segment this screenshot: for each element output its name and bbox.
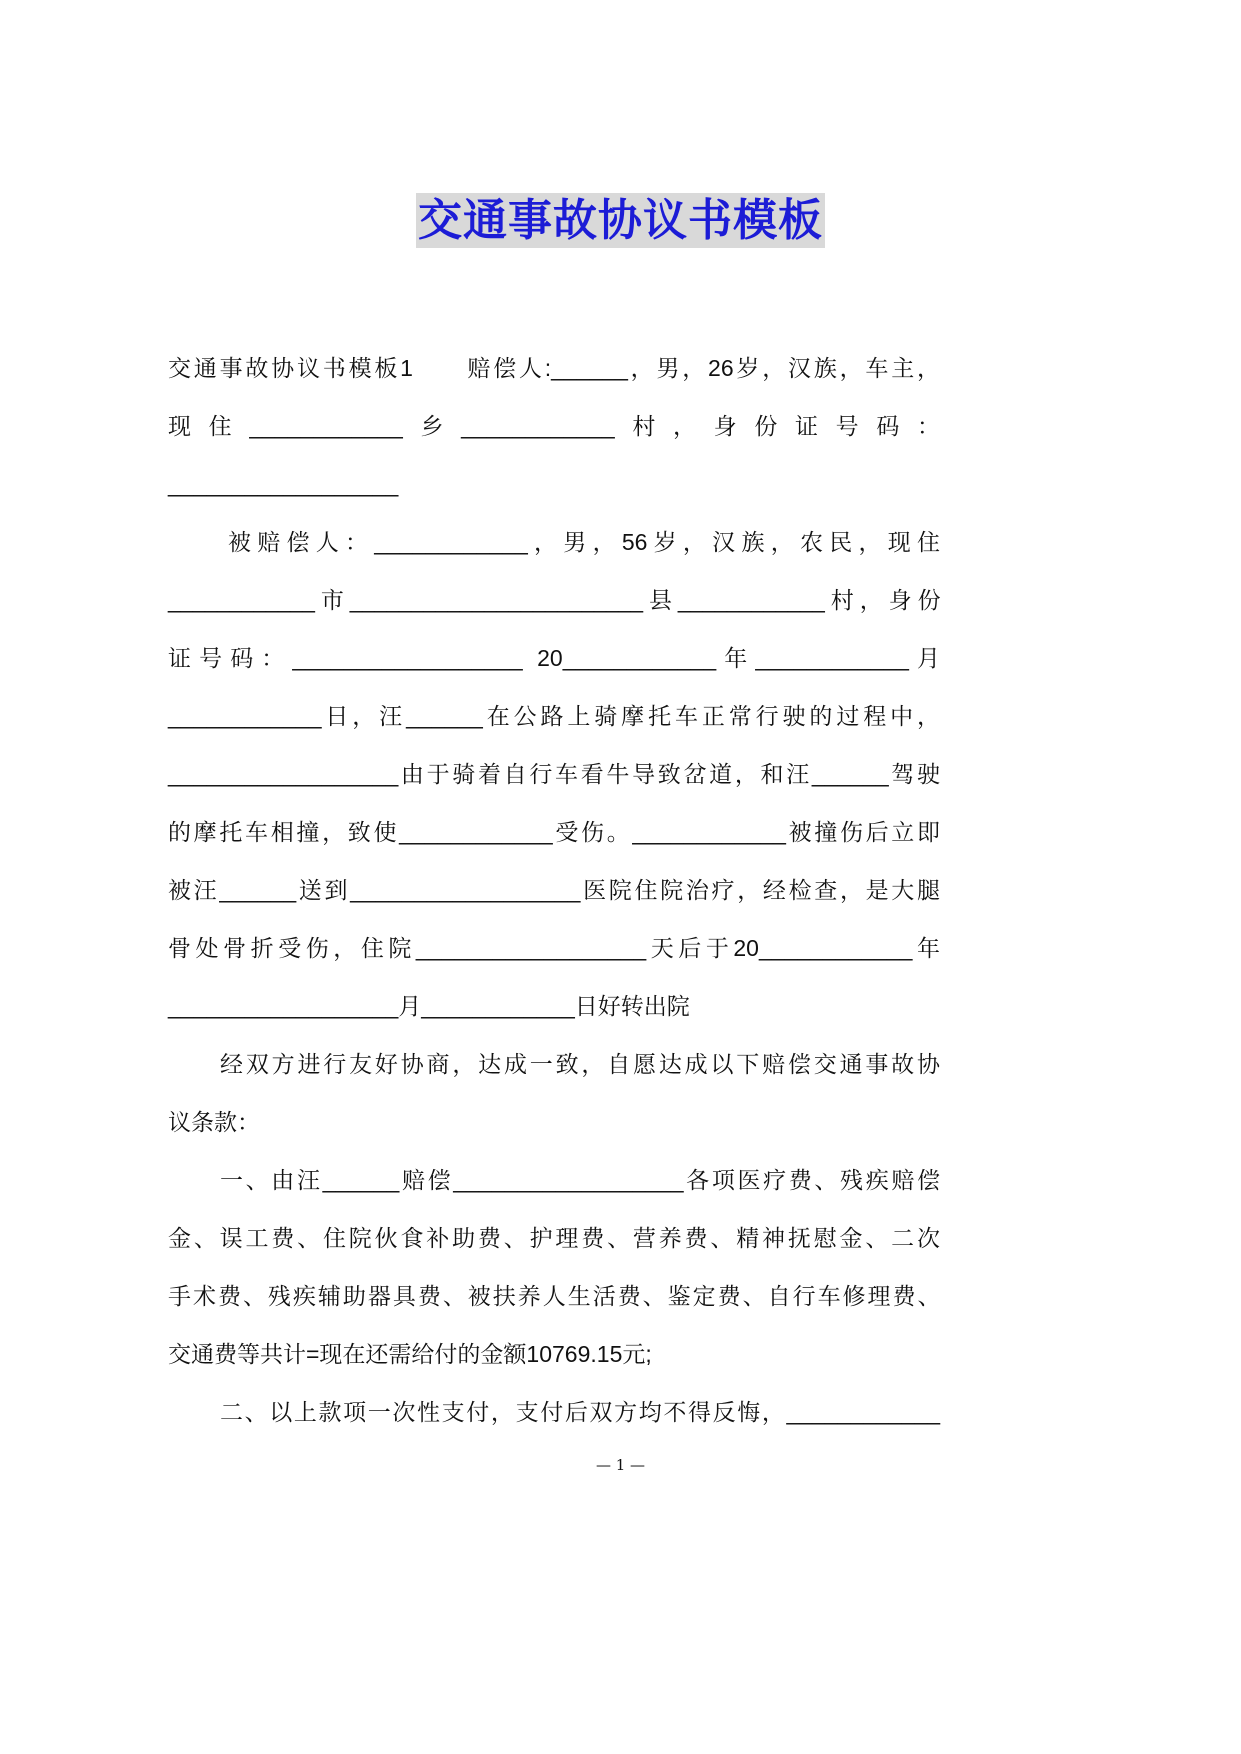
text-line: 被汪______送到__________________医院住院治疗，经检查，是大腿 (168, 877, 940, 903)
text-line: ____________日，汪______在公路上骑摩托车正常行驶的过程中， (168, 703, 940, 729)
text-line: __________________月____________日好转出院 (168, 993, 690, 1019)
text-line: 一、由汪______赔偿__________________各项医疗费、残疾赔偿 (220, 1167, 940, 1193)
text-line: 金、误工费、住院伙食补助费、护理费、营养费、精神抚慰金、二次 (168, 1225, 940, 1251)
text-line: 经双方进行友好协商，达成一致，自愿达成以下赔偿交通事故协 (220, 1051, 940, 1077)
page-number: — 1 — (595, 1456, 646, 1474)
document-title-text: 交通事故协议书模板 (418, 195, 823, 246)
text-line: 手术费、残疾辅助器具费、被扶养人生活费、鉴定费、自行车修理费、 (168, 1283, 940, 1309)
text-line: 现住____________乡____________村，身份证号码： (168, 413, 940, 439)
text-line: 交通费等共计=现在还需给付的金额10769.15元; (168, 1341, 652, 1367)
text-line: 骨处骨折受伤，住院__________________天后于20____________年 (168, 935, 940, 961)
text-line: 证号码：__________________ 20____________年____________月 (168, 645, 940, 671)
document-title (0, 193, 1241, 249)
text-line: 二、以上款项一次性支付，支付后双方均不得反悔，____________ (220, 1399, 940, 1425)
text-line: __________________ (168, 471, 399, 497)
text-line: 被赔偿人：____________，男，56岁，汉族，农民，现住 (228, 529, 940, 555)
text-line: 交通事故协议书模板1 赔偿人:______，男，26岁，汉族，车主， (168, 355, 940, 381)
text-line: __________________由于骑着自行车看牛导致岔道，和汪______驾驶 (168, 761, 940, 787)
text-line: 议条款： (168, 1109, 260, 1135)
document-body (168, 346, 940, 1448)
text-line: 的摩托车相撞，致使____________受伤。____________被撞伤后立即 (168, 819, 940, 845)
text-line: ____________市________________________县____________村，身份 (168, 587, 940, 613)
